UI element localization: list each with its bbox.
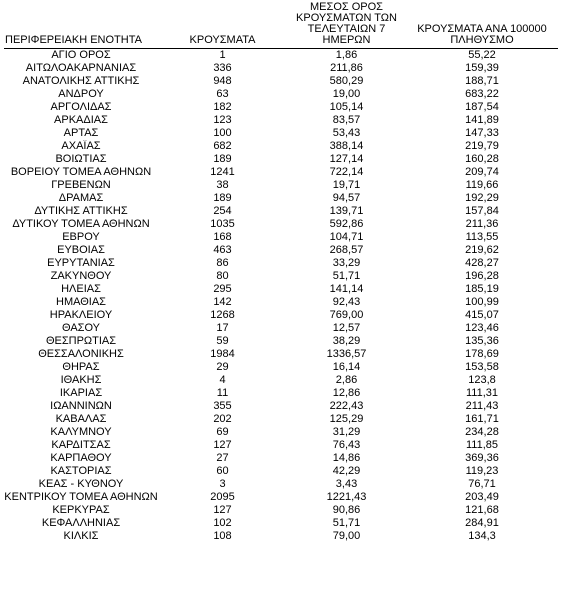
cell-cases: 123 [213, 114, 232, 126]
cell-region: ΔΡΑΜΑΣ [58, 192, 104, 204]
cell-cases: 4 [219, 374, 226, 386]
cell-cases: 59 [216, 335, 229, 347]
cell-region: ΒΟΙΩΤΙΑΣ [55, 153, 107, 165]
table-row [4, 192, 558, 205]
cell-avg7: 90,86 [332, 504, 361, 516]
table-row [4, 127, 558, 140]
cell-region: ΑΡΓΟΛΙΔΑΣ [50, 101, 112, 113]
table-row [4, 413, 558, 426]
table-row [4, 309, 558, 322]
cell-per100k: 178,69 [465, 348, 499, 360]
cell-cases: 29 [216, 361, 229, 373]
table-row [4, 283, 558, 296]
cell-avg7: 94,57 [332, 192, 361, 204]
header-cases [158, 2, 287, 49]
header-avg7-line-2: ΚΡΟΥΣΜΑΤΩΝ ΤΩΝ [296, 12, 397, 24]
table-row [4, 452, 558, 465]
cell-per100k: 119,23 [465, 465, 499, 477]
cell-cases: 1268 [210, 309, 235, 321]
cell-region: ΙΘΑΚΗΣ [60, 374, 102, 386]
cell-avg7: 1221,43 [326, 491, 367, 503]
cell-cases: 336 [213, 62, 232, 74]
cell-avg7: 1336,57 [326, 348, 367, 360]
cell-region: ΒΟΡΕΙΟΥ ΤΟΜΕΑ ΑΘΗΝΩΝ [10, 166, 152, 178]
cell-avg7: 14,86 [332, 452, 361, 464]
cell-avg7: 51,71 [332, 517, 361, 529]
cell-cases: 86 [216, 257, 229, 269]
cell-per100k: 369,36 [465, 452, 499, 464]
cell-region: ΗΛΕΙΑΣ [61, 283, 101, 295]
cell-per100k: 134,3 [468, 530, 496, 542]
cell-cases: 168 [213, 231, 232, 243]
cell-cases: 254 [213, 205, 232, 217]
cell-region: ΖΑΚΥΝΘΟΥ [50, 270, 112, 282]
cell-cases: 463 [213, 244, 232, 256]
cell-cases: 108 [213, 530, 232, 542]
cell-per100k: 219,79 [465, 140, 499, 152]
cell-cases: 17 [216, 322, 229, 334]
cell-cases: 189 [213, 192, 232, 204]
table-row [4, 153, 558, 166]
table-row [4, 114, 558, 127]
table-row [4, 361, 558, 374]
table-row [4, 374, 558, 387]
cell-cases: 142 [213, 296, 232, 308]
cell-cases: 60 [216, 465, 229, 477]
cell-region: ΚΕΑΣ - ΚΥΘΝΟΥ [38, 478, 124, 490]
cell-avg7: 127,14 [329, 153, 364, 165]
cell-per100k: 161,71 [465, 413, 499, 425]
cell-avg7: 53,43 [332, 127, 361, 139]
table-row [4, 348, 558, 361]
cell-region: ΑΓΙΟ ΟΡΟΣ [51, 49, 111, 61]
cell-per100k: 683,22 [465, 88, 499, 100]
cell-per100k: 415,07 [465, 309, 499, 321]
header-avg7 [287, 2, 406, 49]
cell-region: ΕΒΡΟΥ [62, 231, 100, 243]
cell-per100k: 111,85 [465, 439, 498, 451]
cell-per100k: 209,74 [465, 166, 499, 178]
table-row [4, 296, 558, 309]
cell-avg7: 388,14 [329, 140, 364, 152]
table-row [4, 270, 558, 283]
cell-per100k: 123,46 [465, 322, 499, 334]
cell-avg7: 33,29 [332, 257, 361, 269]
cell-cases: 182 [213, 101, 232, 113]
table-row [4, 400, 558, 413]
cell-per100k: 141,89 [465, 114, 499, 126]
cell-region: ΚΑΡΠΑΘΟΥ [50, 452, 112, 464]
cell-cases: 295 [213, 283, 232, 295]
table-row [4, 426, 558, 439]
cell-avg7: 3,43 [335, 478, 358, 490]
table-row [4, 439, 558, 452]
table-header [4, 2, 558, 49]
cell-cases: 202 [213, 413, 232, 425]
cell-per100k: 147,33 [465, 127, 499, 139]
table-row [4, 478, 558, 491]
cell-avg7: 769,00 [329, 309, 364, 321]
header-per100k-line-2: ΠΛΗΘΥΣΜΟ [450, 34, 514, 46]
cell-per100k: 185,19 [465, 283, 499, 295]
cell-avg7: 125,29 [329, 413, 364, 425]
cell-avg7: 722,14 [329, 166, 364, 178]
cell-region: ΕΥΒΟΙΑΣ [57, 244, 105, 256]
cell-per100k: 121,68 [465, 504, 499, 516]
cell-cases: 189 [213, 153, 232, 165]
cell-per100k: 55,22 [468, 49, 496, 61]
cell-cases: 102 [213, 517, 232, 529]
table-row [4, 49, 558, 63]
table-row [4, 140, 558, 153]
cell-avg7: 51,71 [332, 270, 361, 282]
header-avg7-line-3: ΤΕΛΕΥΤΑΙΩΝ 7 ΗΜΕΡΩΝ [307, 23, 386, 46]
cell-avg7: 141,14 [329, 283, 364, 295]
cell-per100k: 160,28 [465, 153, 499, 165]
table-row [4, 335, 558, 348]
cell-avg7: 42,29 [332, 465, 361, 477]
cell-region: ΙΚΑΡΙΑΣ [59, 387, 103, 399]
cell-cases: 80 [216, 270, 229, 282]
cell-avg7: 38,29 [332, 335, 361, 347]
cell-per100k: 428,27 [465, 257, 499, 269]
cell-avg7: 2,86 [335, 374, 358, 386]
cell-region: ΚΕΡΚΥΡΑΣ [52, 504, 110, 516]
cell-region: ΘΗΡΑΣ [62, 361, 100, 373]
header-region-text: ΠΕΡΙΦΕΡΕΙΑΚΗ ΕΝΟΤΗΤΑ [5, 34, 142, 46]
cell-avg7: 1,86 [335, 49, 358, 61]
table-row [4, 231, 558, 244]
table-row [4, 465, 558, 478]
cell-per100k: 219,62 [465, 244, 499, 256]
cell-cases: 1035 [210, 218, 235, 230]
cell-avg7: 12,57 [332, 322, 361, 334]
cell-cases: 127 [213, 504, 232, 516]
table-row [4, 218, 558, 231]
cell-per100k: 153,58 [465, 361, 499, 373]
cell-avg7: 12,86 [332, 387, 361, 399]
cell-avg7: 105,14 [329, 101, 364, 113]
cell-region: ΚΑΣΤΟΡΙΑΣ [50, 465, 112, 477]
cell-cases: 127 [213, 439, 232, 451]
cell-cases: 1984 [210, 348, 235, 360]
cell-avg7: 580,29 [329, 75, 364, 87]
cell-avg7: 92,43 [332, 296, 361, 308]
cell-avg7: 79,00 [332, 530, 361, 542]
cell-region: ΑΡΚΑΔΙΑΣ [54, 114, 108, 126]
cell-cases: 69 [216, 426, 229, 438]
cell-region: ΘΕΣΠΡΩΤΙΑΣ [45, 335, 117, 347]
header-avg7-line-1: ΜΕΣΟΣ ΟΡΟΣ [310, 1, 383, 13]
cell-avg7: 268,57 [329, 244, 364, 256]
cell-region: ΕΥΡΥΤΑΝΙΑΣ [47, 257, 115, 269]
cell-per100k: 119,66 [465, 179, 499, 191]
cell-cases: 948 [213, 75, 232, 87]
cell-cases: 38 [216, 179, 229, 191]
header-per100k-line-1: ΚΡΟΥΣΜΑΤΑ ΑΝΑ 100000 [417, 23, 547, 35]
cell-region: ΗΜΑΘΙΑΣ [56, 296, 106, 308]
table-row [4, 491, 558, 504]
cell-avg7: 83,57 [332, 114, 361, 126]
cell-region: ΚΕΦΑΛΛΗΝΙΑΣ [41, 517, 121, 529]
table-row [4, 504, 558, 517]
cell-region: ΑΝΑΤΟΛΙΚΗΣ ΑΤΤΙΚΗΣ [22, 75, 140, 87]
table-row [4, 530, 558, 543]
cell-region: ΘΑΣΟΥ [61, 322, 101, 334]
cell-region: ΔΥΤΙΚΟΥ ΤΟΜΕΑ ΑΘΗΝΩΝ [12, 218, 150, 230]
table-row [4, 322, 558, 335]
cell-avg7: 16,14 [332, 361, 361, 373]
table-row [4, 257, 558, 270]
cell-avg7: 104,71 [329, 231, 364, 243]
cell-region: ΘΕΣΣΑΛΟΝΙΚΗΣ [38, 348, 124, 360]
cell-region: ΚΕΝΤΡΙΚΟΥ ΤΟΜΕΑ ΑΘΗΝΩΝ [4, 491, 158, 503]
cell-region: ΑΝΔΡΟΥ [58, 88, 104, 100]
header-per100k [406, 2, 558, 49]
cell-cases: 11 [216, 387, 229, 399]
cell-cases: 3 [219, 478, 226, 490]
cell-cases: 27 [216, 452, 229, 464]
cell-per100k: 234,28 [465, 426, 499, 438]
table-row [4, 387, 558, 400]
cell-per100k: 111,31 [465, 387, 498, 399]
cell-per100k: 284,91 [465, 517, 499, 529]
cell-cases: 682 [213, 140, 232, 152]
table-row [4, 88, 558, 101]
cell-per100k: 203,49 [465, 491, 499, 503]
table-row [4, 62, 558, 75]
cases-table [4, 2, 558, 543]
cell-per100k: 76,71 [468, 478, 496, 490]
cell-per100k: 211,36 [465, 218, 499, 230]
cell-avg7: 139,71 [329, 205, 364, 217]
table-row [4, 517, 558, 530]
cell-avg7: 211,86 [330, 62, 363, 74]
cell-cases: 1 [219, 49, 226, 61]
cell-per100k: 211,43 [465, 400, 499, 412]
header-row [4, 2, 558, 49]
table-row [4, 179, 558, 192]
cell-per100k: 188,71 [465, 75, 499, 87]
table-row [4, 244, 558, 257]
cell-region: ΚΑΒΑΛΑΣ [55, 413, 107, 425]
cell-per100k: 123,8 [468, 374, 496, 386]
header-cases-text: ΚΡΟΥΣΜΑΤΑ [189, 34, 256, 46]
cell-region: ΑΡΤΑΣ [63, 127, 99, 139]
cell-avg7: 19,71 [332, 179, 361, 191]
cell-per100k: 159,39 [465, 62, 499, 74]
cell-region: ΚΑΡΔΙΤΣΑΣ [51, 439, 111, 451]
table-body [4, 49, 558, 544]
table-row [4, 205, 558, 218]
cell-region: ΔΥΤΙΚΗΣ ΑΤΤΙΚΗΣ [34, 205, 128, 217]
cell-per100k: 113,55 [465, 231, 499, 243]
cell-cases: 355 [213, 400, 232, 412]
cell-per100k: 196,28 [465, 270, 499, 282]
cell-avg7: 31,29 [332, 426, 361, 438]
table-row [4, 101, 558, 114]
cell-region: ΚΙΛΚΙΣ [63, 530, 99, 542]
cell-region: ΑΙΤΩΛΟΑΚΑΡΝΑΝΙΑΣ [25, 62, 137, 74]
cell-region: ΚΑΛΥΜΝΟΥ [50, 426, 112, 438]
cell-cases: 1241 [210, 166, 235, 178]
cell-per100k: 100,99 [465, 296, 499, 308]
header-region [4, 2, 158, 49]
cell-region: ΓΡΕΒΕΝΩΝ [51, 179, 111, 191]
cell-cases: 100 [213, 127, 232, 139]
cell-per100k: 135,36 [465, 335, 499, 347]
cell-region: ΙΩΑΝΝΙΝΩΝ [50, 400, 112, 412]
cell-avg7: 592,86 [329, 218, 364, 230]
cell-avg7: 76,43 [332, 439, 361, 451]
cell-cases: 63 [216, 88, 229, 100]
cell-region: ΑΧΑΪΑΣ [61, 140, 101, 152]
cell-per100k: 157,84 [465, 205, 499, 217]
table-row [4, 166, 558, 179]
cell-per100k: 187,54 [465, 101, 499, 113]
table-row [4, 75, 558, 88]
cell-avg7: 222,43 [329, 400, 364, 412]
cell-cases: 2095 [210, 491, 235, 503]
cell-region: ΗΡΑΚΛΕΙΟΥ [49, 309, 113, 321]
cell-avg7: 19,00 [332, 88, 361, 100]
cell-per100k: 192,29 [465, 192, 499, 204]
